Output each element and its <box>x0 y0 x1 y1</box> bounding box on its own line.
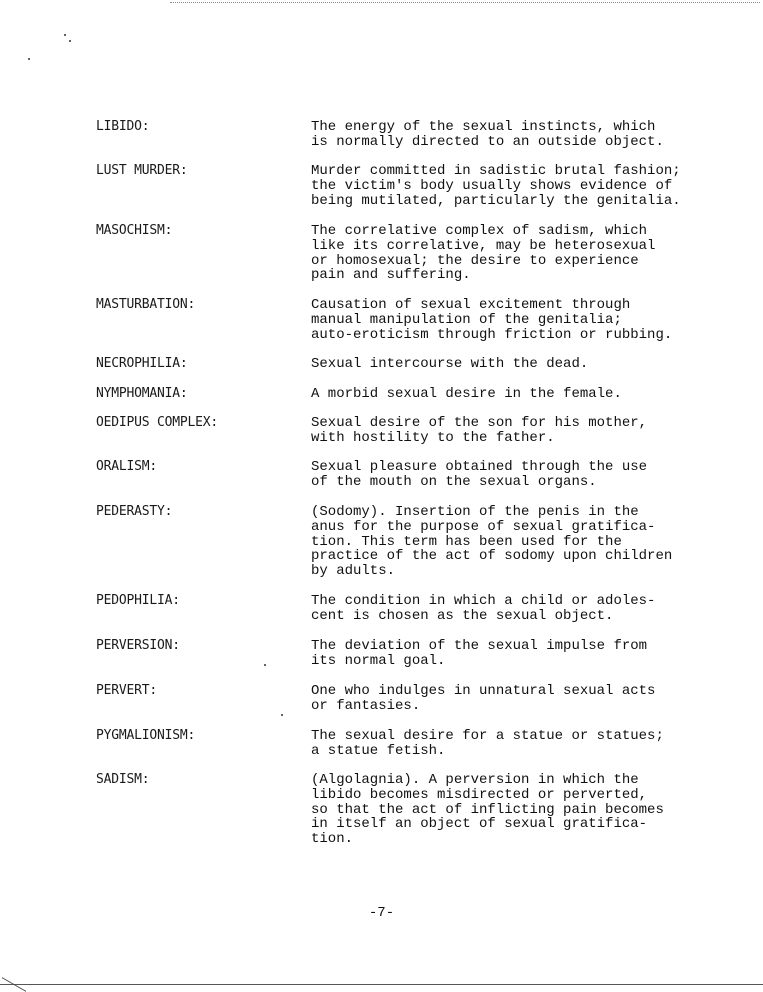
glossary-definition: One who indulges in unnatural sexual acts or fantasies. <box>311 683 656 714</box>
glossary-definition: A morbid sexual desire in the female. <box>311 386 622 402</box>
glossary-definition: (Sodomy). Insertion of the penis in the anus for the purpose of sexual gratifica- tion. This term has been used for the practice of the act of sodomy upon children by adults. <box>311 504 673 580</box>
page-number: -7- <box>368 905 395 921</box>
glossary-term: PEDOPHILIA: <box>96 593 180 608</box>
scan-speck <box>264 664 266 666</box>
scan-edge-corner <box>2 961 26 992</box>
glossary-definition: Causation of sexual excitement through manual manipulation of the genitalia; auto-eroticism through friction or rubbing. <box>311 297 673 343</box>
scan-speck <box>281 714 283 716</box>
glossary-term: ORALISM: <box>96 459 158 474</box>
glossary-definition: The deviation of the sexual impulse from its normal goal. <box>311 638 648 669</box>
glossary-term: LUST MURDER: <box>96 163 188 178</box>
glossary-definition: Sexual pleasure obtained through the use of the mouth on the sexual organs. <box>311 459 648 490</box>
scan-speck <box>64 34 66 36</box>
glossary-term: MASTURBATION: <box>96 297 196 312</box>
glossary-term: PERVERT: <box>96 683 158 698</box>
glossary-term: NYMPHOMANIA: <box>96 386 188 401</box>
glossary-definition: Sexual intercourse with the dead. <box>311 356 589 372</box>
scan-edge-bottom <box>0 984 763 985</box>
glossary-definition: The condition in which a child or adoles- cent is chosen as the sexual object. <box>311 593 656 624</box>
glossary-definition: Murder committed in sadistic brutal fashion; the victim's body usually shows evidence of being mutilated, particularly the genitalia. <box>311 163 681 209</box>
glossary-term: OEDIPUS COMPLEX: <box>96 415 219 430</box>
glossary-term: PERVERSION: <box>96 638 180 653</box>
glossary-term: PEDERASTY: <box>96 504 173 519</box>
glossary-term: LIBIDO: <box>96 119 150 134</box>
glossary-definition: (Algolagnia). A perversion in which the libido becomes misdirected or perverted, so that the act of inflicting pain becomes in itself an object of sexual gratifica- tion. <box>311 772 664 848</box>
scan-speck <box>69 40 71 42</box>
glossary-definition: The correlative complex of sadism, which like its correlative, may be heterosexual or homosexual; the desire to experience pain and suffering. <box>311 223 656 284</box>
glossary-definition: Sexual desire of the son for his mother, with hostility to the father. <box>311 415 648 446</box>
glossary-term: SADISM: <box>96 772 150 787</box>
glossary-term: PYGMALIONISM: <box>96 728 196 743</box>
glossary-term: MASOCHISM: <box>96 223 173 238</box>
glossary-definition: The sexual desire for a statue or statues; a statue fetish. <box>311 728 664 759</box>
glossary-definition: The energy of the sexual instincts, which is normally directed to an outside object. <box>311 119 664 150</box>
scan-edge-top <box>170 2 760 3</box>
scan-speck <box>28 58 30 60</box>
glossary-term: NECROPHILIA: <box>96 356 188 371</box>
